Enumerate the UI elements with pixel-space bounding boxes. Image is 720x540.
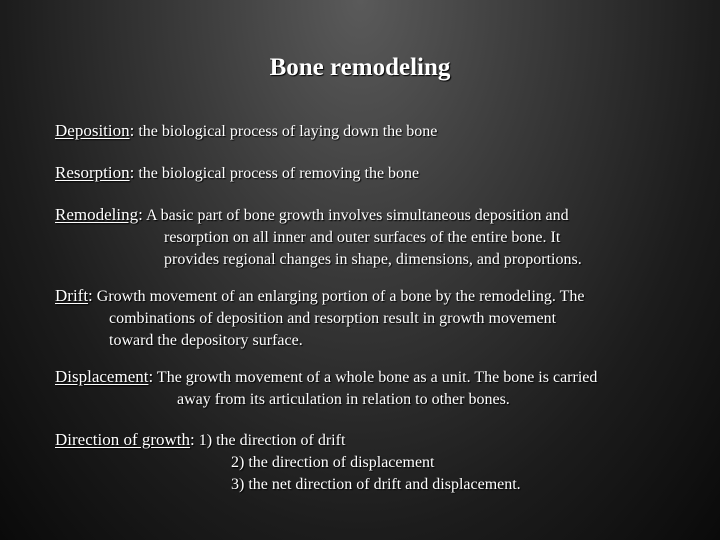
definition-displacement [55, 366, 695, 411]
definition-text-continued: away from its articulation in relation to other bones. [177, 391, 510, 408]
definition-text-continued: 3) the net direction of drift and displacement. [231, 476, 521, 493]
definition-text: the biological process of laying down the bone [138, 123, 438, 140]
definition-text: the biological process of removing the bone [138, 165, 420, 182]
term-separator: : [148, 367, 154, 386]
term-deposition: Deposition [55, 121, 130, 140]
definition-text-continued: combinations of deposition and resorption result in growth movement [109, 310, 557, 327]
term-separator: : [190, 430, 195, 449]
term-direction-of-growth: Direction of growth [55, 430, 191, 449]
term-drift: Drift [55, 286, 89, 305]
term-separator: : [129, 121, 135, 140]
term-resorption: Resorption [55, 163, 130, 182]
definition-remodeling [55, 204, 695, 271]
definition-direction-of-growth [55, 429, 695, 496]
definition-resorption [55, 162, 695, 185]
definition-deposition [55, 120, 695, 143]
term-remodeling: Remodeling [55, 205, 139, 224]
definition-text: Growth movement of an enlarging portion of a bone by the remodeling. The [96, 288, 585, 305]
term-displacement: Displacement [55, 367, 149, 386]
definition-text-continued: provides regional changes in shape, dimensions, and proportions. [164, 251, 582, 268]
term-separator: : [88, 286, 93, 305]
slide-title: Bone remodeling [269, 54, 451, 81]
definition-text-continued: resorption on all inner and outer surfaces of the entire bone. It [164, 229, 561, 246]
definition-text-continued: 2) the direction of displacement [231, 454, 435, 471]
term-separator: : [129, 163, 135, 182]
definition-drift [55, 285, 695, 352]
definition-text: The growth movement of a whole bone as a unit. The bone is carried [156, 369, 598, 386]
definition-text: A basic part of bone growth involves simultaneous deposition and [145, 207, 569, 224]
term-separator: : [138, 205, 143, 224]
definition-text-continued: toward the depository surface. [109, 332, 303, 349]
definition-text: 1) the direction of drift [198, 432, 346, 449]
